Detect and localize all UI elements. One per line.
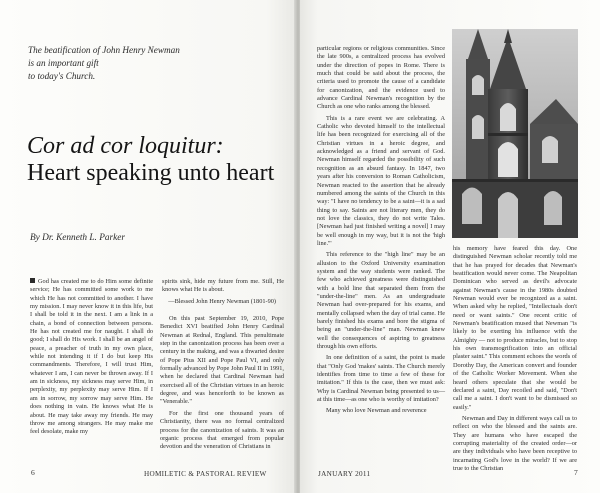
right-column-2 [453,245,577,473]
paragraph: Many who love Newman and reverence [326,407,427,415]
left-column-2 [160,278,284,452]
page-number: 7 [574,468,578,477]
right-page [300,0,600,493]
paragraph: In one definition of a saint, the point is made that "Only God 'makes' saints. The Church merely identifies from time to time a few of these for imitation." If this is the case, then we must ask: Why is Cardinal Newman being presented to us—at this time—as one who is worthy of imitation? [317,354,445,404]
church-tower-illustration [452,29,578,238]
tagline-line: is an important gift [28,58,99,69]
article-title [27,133,287,187]
tagline [28,44,268,84]
left-page [0,0,296,493]
footer-date: JANUARY 2011 [318,470,371,478]
title-english: Heart speaking unto heart [27,160,275,186]
footer-publication: HOMILETIC & PASTORAL REVIEW [144,470,267,478]
start-square-icon [30,278,35,283]
opening-quote: God has created me to do Him some definite service; He has committed some work to me which He has not committed to another. I have my mission. I may never know it in this life, but I shall be told it in the next. I am a link in a chain, a bond of connection between persons. He has not created me for naught. I shall do good; I shall do His work. I shall be an angel of peace, a preacher of truth in my own place, while not intending it if I do but keep His commandments. Therefore, I will trust Him, whatever I am, I can never be thrown away. If I am in sickness, my sickness may serve Him, in perplexity, my perplexity may serve Him. If I am in sorrow, my sorrow may serve Him. He does nothing in vain. He knows what He is about. He may take away my friends. He may throw me among strangers. He may make me feel desolate, make my [30,278,153,436]
right-column-1 [317,45,445,416]
quote-continuation: spirits sink, hide my future from me. Still, He knows what He is about. [162,278,284,294]
paragraph: This is a rare event we are celebrating. A Catholic who devoted himself to the intellectual life has been recognized for exercising all of the Christian virtues in a heroic degree, and acknowledged as a friend and servant of God. Newman himself regarded the possibility of such recognition as an absurd fantasy. In 1847, two years after his conversion to Roman Catholicism, Newman reacted to the assertion that he already numbered among the saints of the Church in this way: "I have no tendency to be a saint—it is a sad thing to say. Saints are not literary men, they do not love the classics, they do not write Tales. [Newman had just finished writing a novel] I may be well enough in my way, but it is not the 'high line.'" [317,114,445,247]
left-column-1 [30,278,153,437]
paragraph: On this past September 19, 2010, Pope Benedict XVI beatified John Henry Cardinal Newman at Rednal, England. This penultimate step in the canonization process has been over a century in the making, and was a thwarted desire of Pope Pius XII and Pope Paul VI, and only formally advanced by Pope John Paul II in 1991, when he declared that Cardinal Newman had exercised all of the Christian virtues in an heroic degree, and was henceforth to be known as "Venerable." [160,315,284,406]
page-number: 6 [31,468,35,477]
paragraph: his memory have feared this day. One distinguished Newman scholar recently told me that he has prayed for decades that Newman's beatification would never come. The Neapolitan Dominican who served as devil's advocate against Newman's cause in the 1980s doubted Newman would ever be recognized as a saint. When asked why he replied, "Intellectuals don't need or want saints." One recent critic of Newman's beatification mused that Newman "is likely to be exerting his influence with the Almighty — not to produce miracles, but to stop his own transmogrification into an official plaster saint." This comment echoes the words of Dorothy Day, the American convert and founder of the Catholic Worker Movement. When she heard others speculate that she would be declared a saint, Day recoiled and said, "Don't call me a saint. I don't want to be dismissed so easily." [453,245,577,411]
paragraph: For the first one thousand years of Christianity, there was no formal centralized process for the canonization of saints. It was an organic process that emerged from popular devotion and the veneration of Christians in [160,409,284,451]
tagline-line: to today's Church. [28,71,96,82]
quote-attribution: —Blessed John Henry Newman (1801-90) [168,297,276,305]
paragraph: particular regions or religious communities. Since the late 900s, a centralized process has evolved under the direction of popes in Rome. There is much that could be said about the process, the criteria used to promote the cause of a candidate for canonization, and the evidence used to advance Cardinal Newman's recognition by the Church as one who ranks among the blessed. [317,45,445,111]
tagline-line: The beatification of John Henry Newman [28,45,180,55]
byline: By Dr. Kenneth L. Parker [30,233,126,243]
church-photo [452,29,578,238]
title-latin: Cor ad cor loquitur: [27,133,224,159]
paragraph: Newman and Day in different ways call us to reflect on who the blessed and the saints are. They are humans who have escaped the corrupting materiality of the created order—or are they individuals who have been receptive to incarnating God's love in the world? If we are true to the Christian [453,414,577,472]
paragraph: This reference to the "high line" may be an allusion to the Oxford University examination system and the way students were ranked. The few who achieved greatness were distinguished with a bold line that separated them from the "under-the-line" men. As an undergraduate Newman had over-prepared for his exams, and mentally collapsed when the day of trial came. He barely finished his exams and bore the stigma of being an "under-the-line" man. Newman knew well the consequences of aspiring to greatness through his own efforts. [317,251,445,351]
